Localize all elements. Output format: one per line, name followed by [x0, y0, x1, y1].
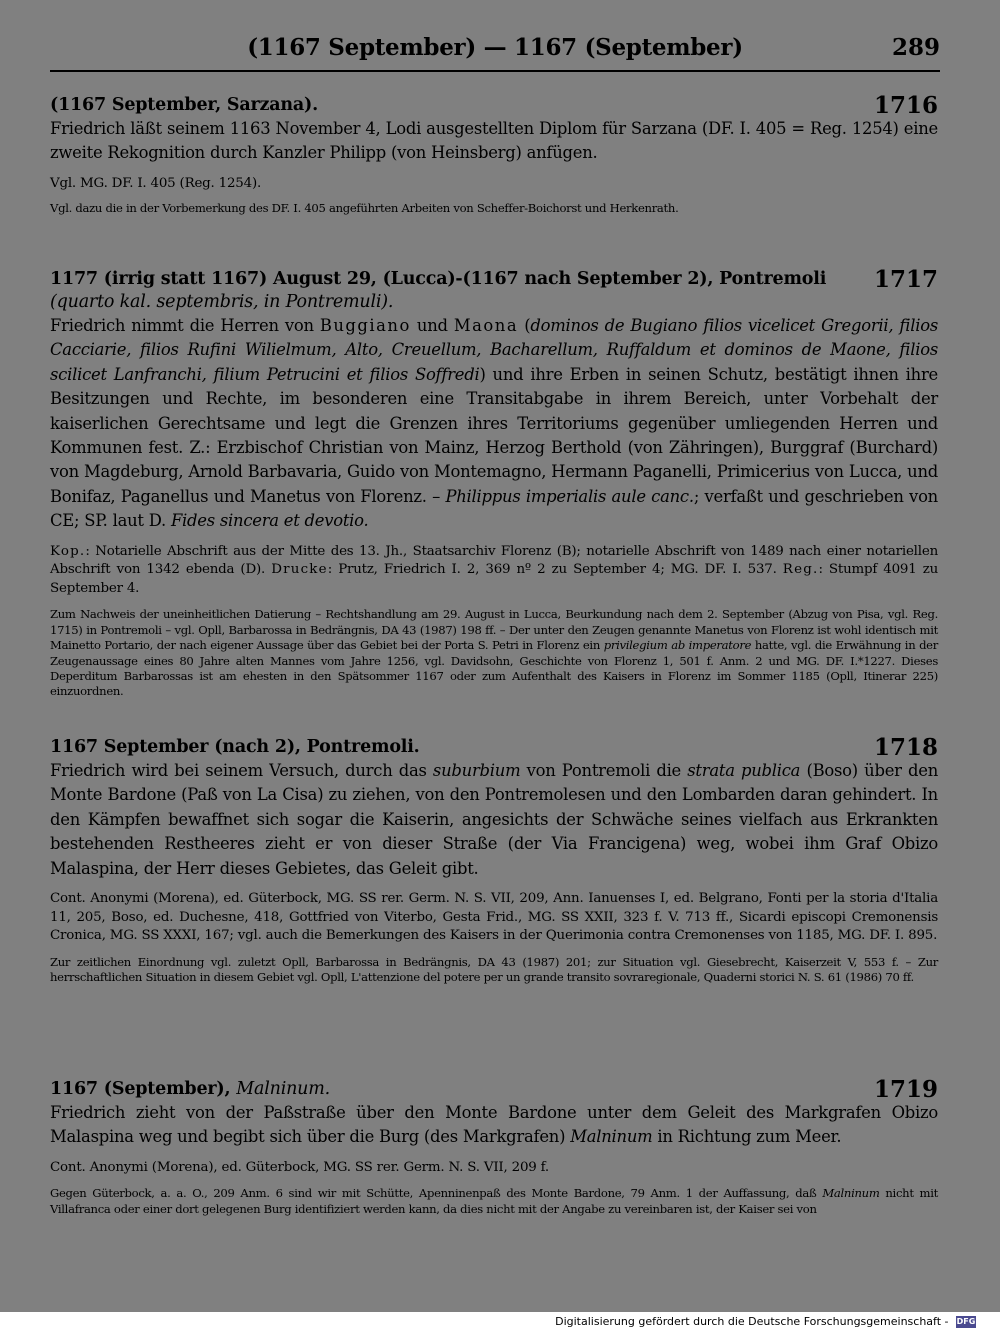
- name-buggiano: Buggiano: [319, 316, 411, 335]
- funding-footer: [0, 1312, 1000, 1332]
- entry-heading-place: Malninum.: [236, 1079, 331, 1099]
- entry-heading-place: (quarto kal. septembris, in Pontremuli).: [50, 292, 394, 312]
- entry-body: Friedrich läßt seinem 1163 November 4, Lodi ausgestellten Diplom für Sarzana (DF. I. 405 = Reg. 1254) eine zweite Rekognition durch Kanzler Philipp (von Heinsberg) anfügen.: [50, 119, 938, 163]
- regest-entry-1716: [50, 94, 938, 217]
- entry-note: Zur zeitlichen Einordnung vgl. zuletzt Opll, Barbarossa in Bedrängnis, DA 43 (1987) 201; zur Situation vgl. Giesebrecht, Kaiserzeit V, 553 f. – Zur herrschaftlichen Situation in diesem Gebiet vgl. Opll, L'attenzione del potere per un grande transito sovraregionale, Quaderni storici N. S. 61 (1986) 70 ff.: [50, 954, 938, 985]
- entry-number: 1716: [873, 92, 938, 119]
- entry-number: 1718: [873, 734, 938, 761]
- entry-body: Friedrich wird bei seinem Versuch, durch das suburbium von Pontremoli die strata publica (Boso) über den Monte Bardone (Paß von La Cisa) zu ziehen, von den Pontremolesen und den Lombarden daran gehindert. In den Kämpfen bewaffnet sich sogar die Kaiserin, angesichts der Schwäche seines vielfach aus Erkrankten bestehenden Restheeres zieht er von dieser Straße (der Via Francigena) weg, wobei ihm Graf Obizo Malaspina, der Herr dieses Gebietes, das Geleit gibt.: [50, 761, 938, 878]
- running-title: (1167 September) — 1167 (September): [247, 34, 743, 61]
- regest-entry-1718: [50, 736, 938, 986]
- entry-number: 1719: [873, 1076, 938, 1103]
- entry-source: Cont. Anonymi (Morena), ed. Güterbock, MG. SS rer. Germ. N. S. VII, 209 f.: [50, 1159, 549, 1175]
- entry-source: Cont. Anonymi (Morena), ed. Güterbock, MG. SS rer. Germ. N. S. VII, 209, Ann. Ianuenses I, ed. Belgrano, Fonti per la storia d'Italia 11, 205, Boso, ed. Duchesne, 418, Gottfried von Viterbo, Gesta Frid., MG. SS XXII, 323 f. V. 713 ff., Sicardi episcopi Cremonensis Cronica, MG. SS XXXI, 167; vgl. auch die Bemerkungen des Kaisers in der Querimonia contra Cremonenses von 1185, MG. DF. I. 895.: [50, 891, 938, 944]
- entry-body: Friedrich nimmt die Herren von Buggiano und Maona (dominos de Bugiano filios vicelicet Gregorii, filios Cacciarie, filios Rufini Wilielmum, Alto, Creuellum, Bacharellum, Ruffaldum et dominos de Maone, filios scilicet Lanfranchi, filium Petrucini et filios Soffredi) und ihre Erben in seinen Schutz, bestätigt ihnen ihre Besitzungen und Rechte, im besonderen eine Transitabgabe in ihrem Bereich, unter Vorbehalt der kaiserlichen Gerechtsame und legt die Grenzen ihres Territoriums gegenüber umliegenden Herren und Kommunen fest. Z.: Erzbischof Christian von Mainz, Herzog Berthold (von Zähringen), Burggraf (Burchard) von Magdeburg, Arnold Barbavaria, Guido von Montemagno, Hermann Paganelli, Primicerius von Lucca, und Bonifaz, Paganellus und Manetus von Florenz. – Philippus imperialis aule canc.; verfaßt und geschrieben von CE; SP. laut D. Fides sincera et devotio.: [50, 316, 938, 531]
- entry-heading: [50, 268, 864, 314]
- entry-source: Kop.: Notarielle Abschrift aus der Mitte des 13. Jh., Staatsarchiv Florenz (B); notarielle Abschrift von 1489 nach einer notariellen Abschrift von 1342 ebenda (D). Drucke: Prutz, Friedrich I. 2, 369 nº 2 zu September 4; MG. DF. I. 537. Reg.: Stumpf 4091 zu September 4.: [50, 543, 938, 596]
- dfg-logo: DFG: [956, 1317, 976, 1326]
- regest-entry-1717: [50, 268, 938, 700]
- regest-entry-1719: [50, 1078, 938, 1217]
- entry-note: Zum Nachweis der uneinheitlichen Datierung – Rechtshandlung am 29. August in Lucca, Beurkundung nach dem 2. September (Abzug von Pisa, vgl. Reg. 1715) in Pontremoli – vgl. Opll, Barbarossa in Bedrängnis, DA 43 (1987) 198 ff. – Der unter den Zeugen genannte Manetus von Florenz ist wohl identisch mit Mainetto Portario, der nach eigener Aussage über das Gebiet bei der Porta S. Petri in Florenz ein privilegium ab imperatore hatte, vgl. die Erwähnung in der Zeugenaussage eines 80 Jahre alten Mannes vom Jahre 1256, vgl. Davidsohn, Geschichte von Florenz 1, 501 f. Anm. 2 und MG. DF. I.*1227. Dieses Deperditum Barbarossas ist am ehesten in den Spätsommer 1167 oder zum Aufenthalt des Kaisers in Florenz im Sommer 1185 (Opll, Itinerar 225) einzuordnen.: [50, 607, 938, 699]
- entry-heading-date: 1167 (September),: [50, 1079, 231, 1099]
- entry-heading: [50, 1078, 330, 1101]
- entry-source: Vgl. MG. DF. I. 405 (Reg. 1254).: [50, 175, 262, 191]
- entry-note: Vgl. dazu die in der Vorbemerkung des DF. I. 405 angeführten Arbeiten von Scheffer-Boichorst und Herkenrath.: [50, 201, 679, 216]
- entry-note: Gegen Güterbock, a. a. O., 209 Anm. 6 sind wir mit Schütte, Apenninenpaß des Monte Bardone, 79 Anm. 1 der Auffassung, daß Malninum nicht mit Villafranca oder einer dort gelegenen Burg identifiziert werden kann, da dies nicht mit der Angabe zu vereinbaren ist, der Kaiser sei von: [50, 1186, 939, 1216]
- name-maona: Maona: [453, 316, 519, 335]
- entry-heading-date: 1177 (irrig statt 1167) August 29, (Lucca)-(1167 nach September 2), Pontremoli: [50, 269, 827, 289]
- entry-heading: (1167 September, Sarzana).: [50, 95, 319, 115]
- page-header: [50, 30, 940, 72]
- entry-number: 1717: [873, 266, 938, 293]
- page-number: 289: [891, 34, 940, 61]
- entry-body: Friedrich zieht von der Paßstraße über den Monte Bardone unter dem Geleit des Markgrafen Obizo Malaspina weg und begibt sich über die Burg (des Markgrafen) Malninum in Richtung zum Meer.: [50, 1103, 938, 1147]
- funding-text: Digitalisierung gefördert durch die Deutsche Forschungsgemeinschaft -: [555, 1315, 949, 1328]
- entry-heading: 1167 September (nach 2), Pontremoli.: [50, 737, 420, 757]
